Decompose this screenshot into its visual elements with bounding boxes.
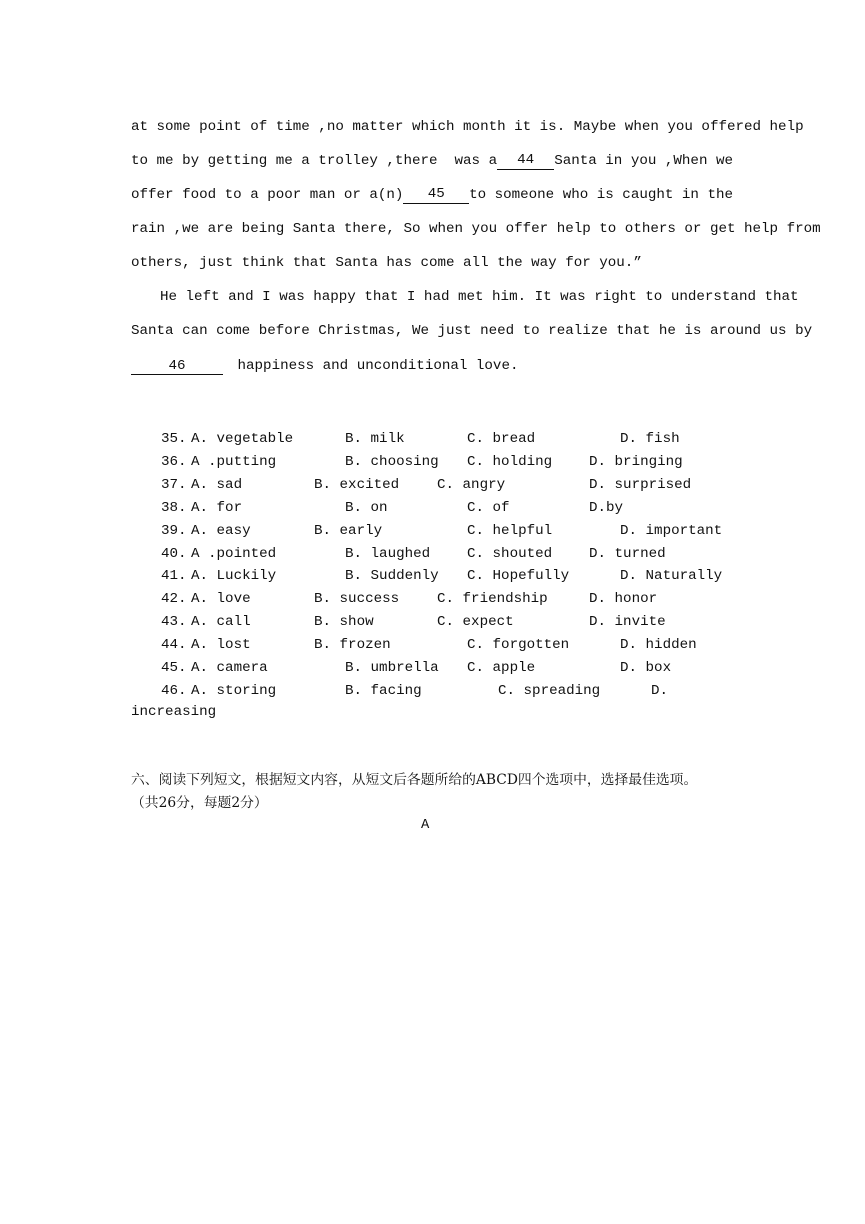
option-a-text: A. vegetable: [191, 431, 294, 447]
option-row: [0, 522, 865, 540]
option-a-text: A. love: [191, 591, 251, 608]
passage-text: to someone who is caught in the: [469, 187, 733, 203]
option-b-text: B. umbrella: [345, 660, 439, 676]
option-c-text: C. forgotten: [467, 637, 570, 654]
option-c-text: C. angry: [437, 476, 506, 493]
passage-text: He left and I was happy that I had met him. It was right to understand that: [160, 289, 799, 305]
option-row: [0, 613, 865, 631]
option-46-wrap: [131, 703, 733, 721]
option-b-text: B. on: [345, 499, 388, 516]
option-c-text: C. Hopefully: [467, 568, 570, 585]
option-row: [0, 499, 865, 517]
question-number: 36.: [161, 453, 187, 470]
option-c-text: C. bread: [467, 431, 536, 447]
answer-blank-45: 45: [403, 186, 469, 204]
passage-label: A: [421, 818, 430, 833]
question-number: 45.: [161, 660, 187, 676]
option-a-text: A .pointed: [191, 545, 277, 562]
option-c-text: C. holding: [467, 453, 553, 470]
option-a-text: A. sad: [191, 476, 243, 493]
passage-text: Santa can come before Christmas, We just need to realize that he is around us by: [131, 323, 813, 339]
option-d-text: D. surprised: [589, 476, 692, 493]
option-a-text: A .putting: [191, 453, 277, 470]
option-d-text: D. important: [620, 522, 723, 539]
option-d-text: D. Naturally: [620, 568, 723, 585]
option-d-text: D. invite: [589, 614, 666, 631]
question-number: 38.: [161, 499, 187, 516]
option-row: [0, 430, 865, 448]
question-number: 35.: [161, 431, 187, 447]
option-b-text: B. Suddenly: [345, 568, 439, 585]
option-a-text: A. storing: [191, 682, 277, 699]
option-c-text: C. shouted: [467, 545, 553, 562]
option-b-text: B. facing: [345, 682, 422, 699]
passage-line: [131, 254, 733, 272]
option-row: [0, 590, 865, 608]
passage-line: [131, 357, 733, 375]
option-d-text: D. turned: [589, 545, 666, 562]
option-c-text: C. of: [467, 499, 510, 516]
answer-blank-46: 46: [131, 358, 223, 375]
option-c-text: C. spreading: [498, 682, 601, 699]
option-d-text: D. box: [620, 660, 672, 676]
option-b-text: B. laughed: [345, 545, 431, 562]
option-row: [0, 659, 865, 677]
option-a-text: A. Luckily: [191, 568, 277, 585]
option-d-text: D.by: [589, 499, 624, 516]
option-row: [0, 453, 865, 471]
option-d-text: D.: [651, 682, 669, 699]
question-number: 43.: [161, 614, 187, 631]
answer-blank-44: 44: [497, 152, 554, 170]
passage-line: [160, 288, 799, 306]
option-row: [0, 545, 865, 563]
question-number: 46.: [161, 682, 187, 699]
option-b-text: B. success: [314, 591, 400, 608]
option-b-text: B. excited: [314, 476, 400, 493]
option-row: [0, 682, 865, 700]
option-a-text: A. for: [191, 499, 243, 516]
option-d-text: D. honor: [589, 591, 658, 608]
question-number: 40.: [161, 545, 187, 562]
passage-line: [131, 152, 733, 170]
passage-text: offer food to a poor man or a(n): [131, 187, 404, 203]
section-heading: 六、阅读下列短文，根据短文内容，从短文后各题所给的ABCD四个选项中，选择最佳选项。: [131, 772, 698, 788]
option-b-text: B. frozen: [314, 637, 391, 654]
passage-line: [131, 322, 813, 340]
option-a-text: A. easy: [191, 522, 251, 539]
question-number: 41.: [161, 568, 187, 585]
option-c-text: C. apple: [467, 660, 536, 676]
option-c-text: C. friendship: [437, 591, 548, 608]
passage-text: Santa in you ,When we: [554, 153, 733, 169]
question-number: 39.: [161, 522, 187, 539]
question-number: 44.: [161, 637, 187, 654]
option-d-text: increasing: [131, 704, 217, 720]
option-b-text: B. choosing: [345, 453, 439, 470]
passage-text: rain ,we are being Santa there, So when you offer help to others or get help from: [131, 221, 821, 237]
question-number: 37.: [161, 476, 187, 493]
option-c-text: C. expect: [437, 614, 514, 631]
passage-line: [131, 186, 733, 204]
option-a-text: A. camera: [191, 660, 268, 676]
option-row: [0, 567, 865, 585]
passage-text: at some point of time ,no matter which month it is. Maybe when you offered help: [131, 119, 804, 135]
passage-line: [131, 118, 804, 136]
option-a-text: A. lost: [191, 637, 251, 654]
passage-line: [131, 220, 821, 238]
option-d-text: D. fish: [620, 431, 680, 447]
option-d-text: D. hidden: [620, 637, 697, 654]
option-b-text: B. early: [314, 522, 383, 539]
question-number: 42.: [161, 591, 187, 608]
option-d-text: D. bringing: [589, 453, 683, 470]
option-row: [0, 476, 865, 494]
passage-text: to me by getting me a trolley ,there was a: [131, 153, 498, 169]
option-c-text: C. helpful: [467, 522, 553, 539]
passage-text: others, just think that Santa has come all the way for you.”: [131, 255, 642, 271]
option-a-text: A. call: [191, 614, 251, 631]
section-scoring: （共26分，每题2分）: [131, 795, 268, 811]
passage-text: happiness and unconditional love.: [237, 358, 519, 374]
option-row: [0, 636, 865, 654]
option-b-text: B. show: [314, 614, 374, 631]
option-b-text: B. milk: [345, 431, 405, 447]
